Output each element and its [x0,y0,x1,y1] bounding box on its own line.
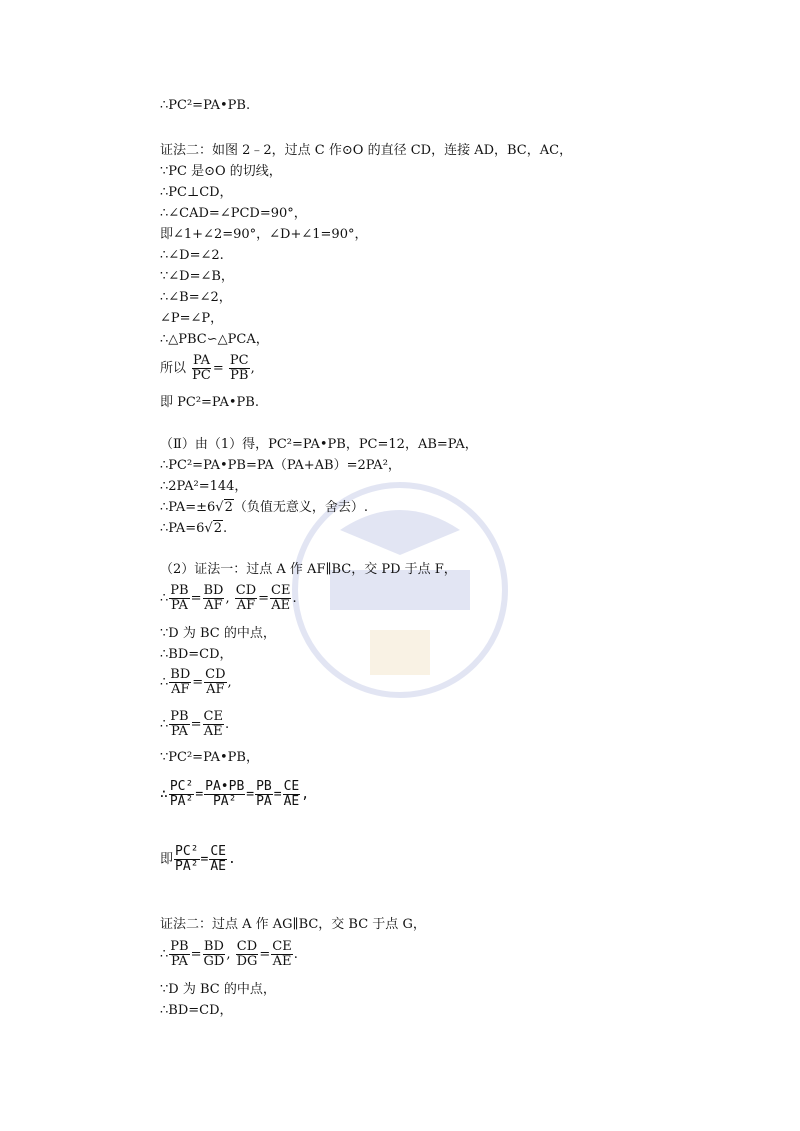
text-line: ∴PC²=PA•PB=PA（PA+AB）=2PA²， [160,458,401,473]
text-line: ∴BD=CD， [160,1003,233,1018]
text-line: ∵∠D=∠B， [160,269,234,284]
text-line: ∴BD=CD， [160,647,233,662]
text-line: ∴PA=6√2. [160,521,228,536]
text-line: ∴PC²=PA•PB. [160,98,251,113]
text-line: ∴∠B=∠2， [160,290,232,305]
text-line: （2）证法一：过点 A 作 AF∥BC，交 PD 于点 F， [160,562,457,577]
fraction-line: ∴ $\frac{PB}{PA}$ = $\frac{CE}{AE}$ . [160,709,230,739]
fraction-line: 所以 $\frac{PA}{PC}$ = $\frac{PC}{PB}$ , [160,353,255,383]
fraction-line: ∴ $\frac{PB}{PA}$ = $\frac{BD}{GD}$ , $\frac{CD}{DG}$ = $\frac{CE}{AE}$ . [160,939,298,969]
fraction-line: ∴ $\frac{PB}{PA}$ = $\frac{BD}{AF}$ , $\frac{CD}{AF}$ = $\frac{CE}{AE}$ . [160,583,297,613]
text-line: ∴2PA²=144， [160,479,248,494]
text-line: ∴△PBC∽△PCA， [160,332,269,347]
fraction: $\frac{PA}{PC}$ [192,353,211,383]
text-line: （Ⅱ）由（1）得，PC²=PA•PB，PC=12，AB=PA， [160,437,478,452]
text-line: ∴PA=±6√2（负值无意义，舍去）. [160,500,368,515]
text-line: 证法二：如图 2﹣2，过点 C 作⊙O 的直径 CD，连接 AD，BC，AC， [160,143,573,158]
fraction-line: ∴ $\frac{BD}{AF}$ = $\frac{CD}{AF}$ , [160,667,232,697]
fraction-line: ∴ $\frac{\text{PC²}}{\text{PA²}}$ = $\frac{PA•PB}{\text{PA²}}$ = $\frac{PB}{PA}$ = $\frac{CE}{AE}$ , [160,779,310,809]
fraction-line: 即 $\frac{\text{PC²}}{\text{PA²}}$ = $\frac{CE}{AE}$ . [160,844,236,874]
text-line: ∵PC²=PA•PB， [160,750,259,765]
text-line: 证法二：过点 A 作 AG∥BC，交 BC 于点 G， [160,917,426,932]
text-line: ∵D 为 BC 的中点， [160,626,276,641]
text-line: ∵PC 是⊙O 的切线， [160,164,282,179]
text-line: ∠P=∠P， [160,311,224,326]
text-line: ∴∠D=∠2. [160,248,224,263]
text-line: ∵D 为 BC 的中点， [160,982,276,997]
text-line: ∴∠CAD=∠PCD=90°， [160,206,307,221]
fraction: $\frac{PC}{PB}$ [229,353,249,383]
text-line: 即∠1+∠2=90°，∠D+∠1=90°， [160,227,368,242]
text-line: ∴PC⊥CD， [160,185,233,200]
text-line: 即 PC²=PA•PB. [160,395,259,410]
